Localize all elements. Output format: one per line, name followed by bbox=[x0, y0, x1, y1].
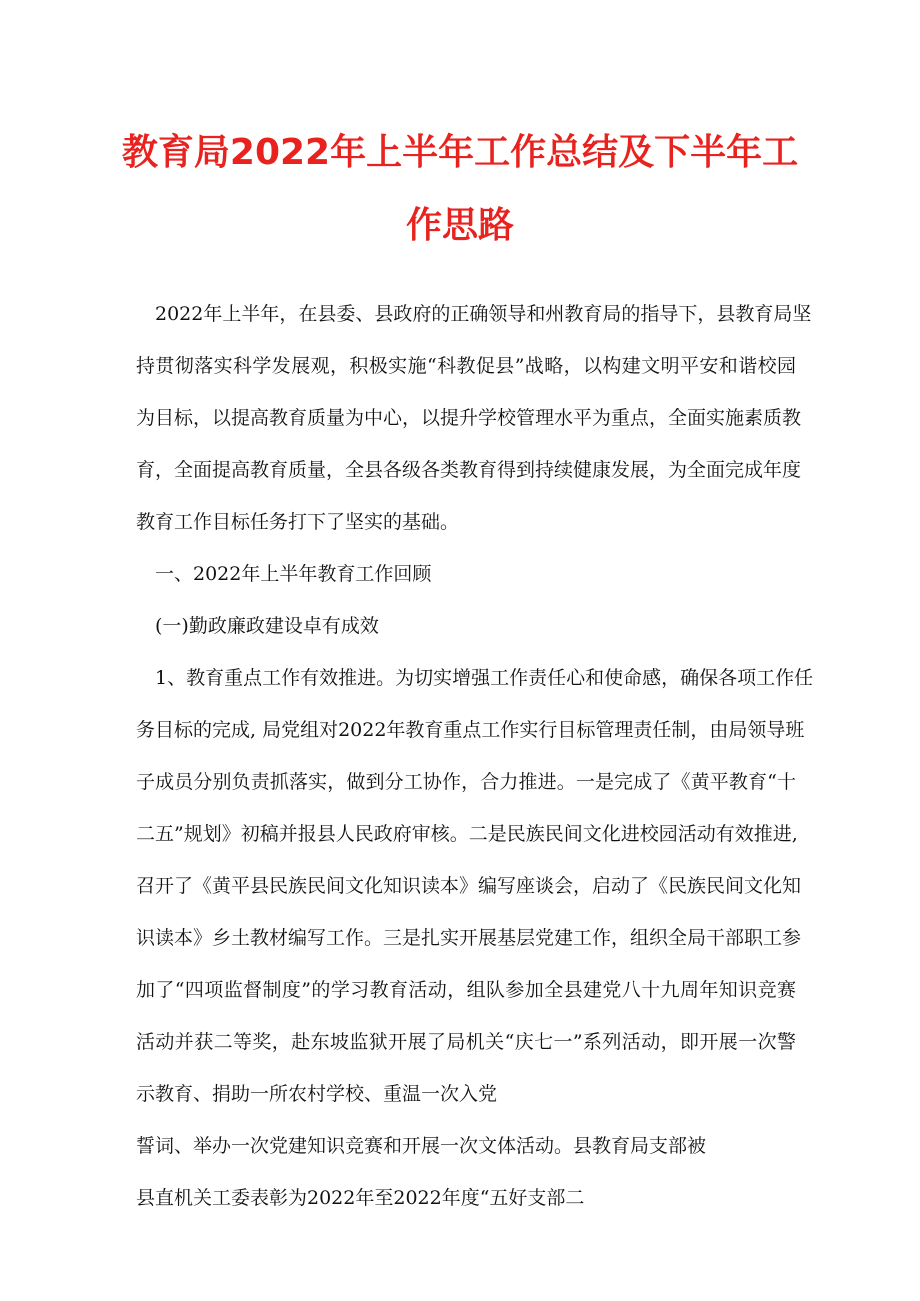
section-heading: 一、2022年上半年教育工作回顾 bbox=[155, 563, 432, 585]
para1-line-5: 召开了《黄平县民族民间文化知识读本》编写座谈会，启动了《民族民间文化知 bbox=[136, 875, 802, 897]
para1-line-9: 示教育、捐助一所农村学校、重温一次入党 bbox=[136, 1083, 498, 1105]
intro-line-2: 持贯彻落实科学发展观，积极实施“科教促县”战略，以构建文明平安和谐校园 bbox=[136, 355, 796, 377]
tail-line-1: 誓词、举办一次党建知识竞赛和开展一次文体活动。县教育局支部被 bbox=[136, 1135, 707, 1157]
document-title-line-1: 教育局2022年上半年工作总结及下半年工 bbox=[121, 132, 799, 173]
para1-line-3: 子成员分别负责抓落实，做到分工协作，合力推进。一是完成了《黄平教育“十 bbox=[136, 771, 796, 793]
para1-line-7: 加了“四项监督制度”的学习教育活动，组队参加全县建党八十九周年知识竞赛 bbox=[136, 979, 796, 1001]
para1-line-2: 务目标的完成, 局党组对2022年教育重点工作实行目标管理责任制，由局领导班 bbox=[136, 719, 805, 741]
para1-line-8: 活动并获二等奖，赴东坡监狱开展了局机关“庆七一”系列活动，即开展一次警 bbox=[136, 1031, 796, 1053]
para1-line-4: 二五”规划》初稿并报县人民政府审核。二是民族民间文化进校园活动有效推进, bbox=[136, 823, 798, 845]
document-title-line-2: 作思路 bbox=[405, 205, 514, 246]
intro-line-4: 育，全面提高教育质量，全县各级各类教育得到持续健康发展，为全面完成年度 bbox=[136, 459, 802, 481]
subsection-heading: (一)勤政廉政建设卓有成效 bbox=[155, 615, 379, 637]
para1-line-6: 识读本》乡土教材编写工作。三是扎实开展基层党建工作，组织全局干部职工参 bbox=[136, 927, 802, 949]
intro-line-1: 2022年上半年，在县委、县政府的正确领导和州教育局的指导下，县教育局坚 bbox=[155, 303, 812, 325]
tail-line-2: 县直机关工委表彰为2022年至2022年度“五好支部二 bbox=[136, 1187, 585, 1209]
intro-line-5: 教育工作目标任务打下了坚实的基础。 bbox=[136, 511, 460, 533]
para1-line-1: 1、教育重点工作有效推进。为切实增强工作责任心和使命感，确保各项工作任 bbox=[155, 667, 814, 689]
intro-line-3: 为目标，以提高教育质量为中心，以提升学校管理水平为重点，全面实施素质教 bbox=[136, 407, 802, 429]
